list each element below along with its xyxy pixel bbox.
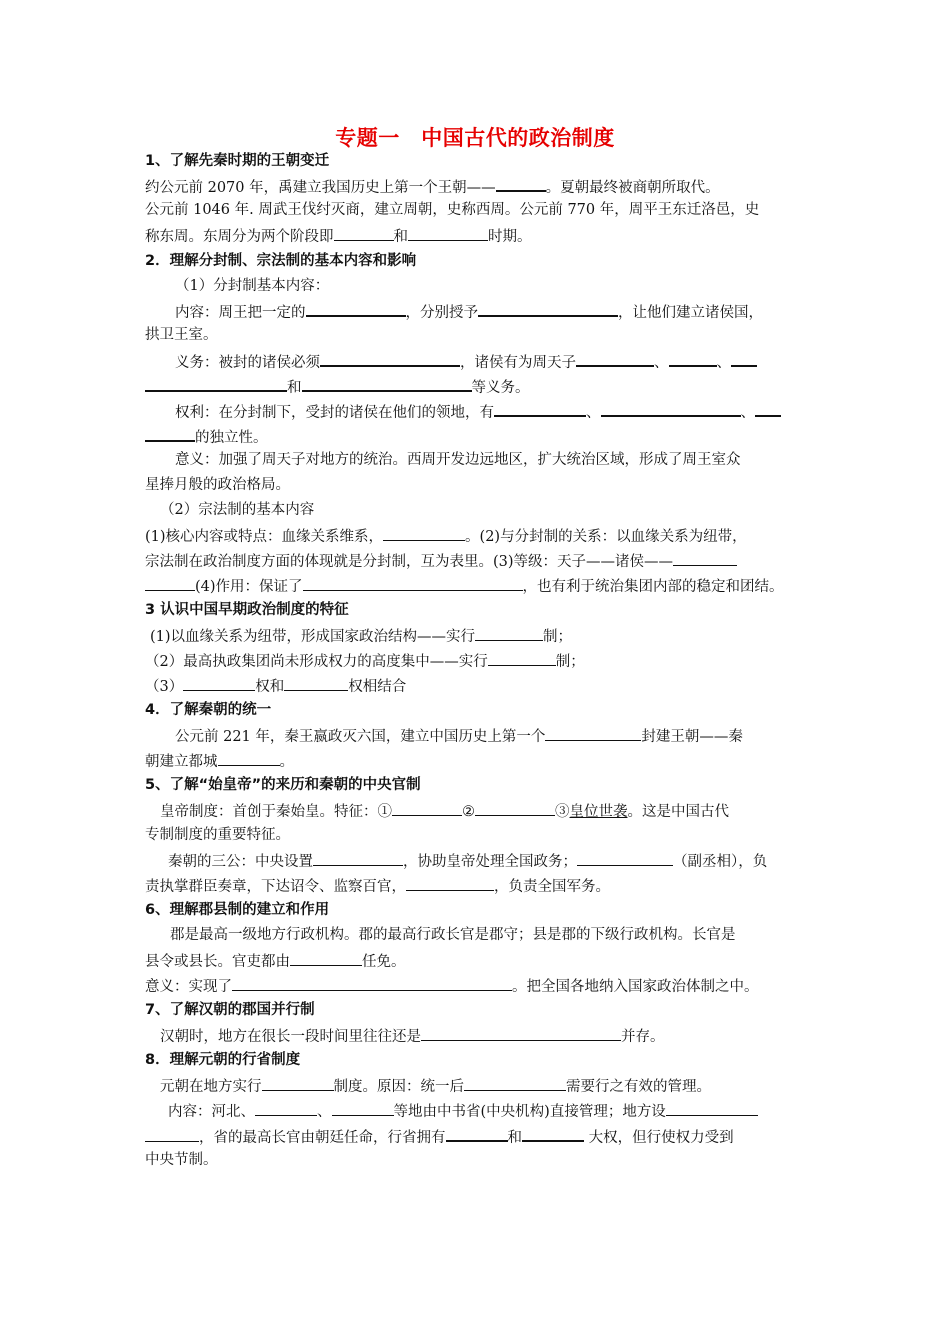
blank[interactable] [755, 400, 781, 417]
s5-line-1: 皇帝制度：首创于秦始皇。特征：① ② ③皇位世袭。这是中国古代 [160, 800, 825, 822]
s6-line-1: 郡是最高一级地方行政机构。郡的最高行政长官是郡守；县是郡的下级行政机构。长官是 [170, 927, 736, 943]
blank[interactable] [320, 350, 460, 367]
blank[interactable] [145, 1126, 199, 1142]
s2-meaning-line-1: 意义：加强了周天子对地方的统治。西周开发边远地区，扩大统治区域，形成了周王室众 [175, 452, 741, 468]
s4-line-1: 公元前 221 年，秦王嬴政灭六国，建立中国历史上第一个 封建王朝——秦 [175, 725, 840, 747]
s2-meaning-line-2: 星捧月般的政治格局。 [145, 477, 290, 493]
s2-zongfa-line-3: (4)作用：保证了 ，也有利于统治集团内部的稳定和团结。 [145, 575, 810, 597]
section-6-heading: 6、理解郡县制的建立和作用 [145, 902, 330, 918]
blank[interactable] [406, 875, 494, 891]
s8-line-3: ，省的最高长官由朝廷任命，行省拥有 和 大权，但行使权力受到 [145, 1125, 810, 1148]
s3-line-1: (1)以血缘关系为纽带，形成国家政治结构——实行 制； [150, 625, 815, 647]
s1-line-2: 公元前 1046 年. 周武王伐纣灭商，建立周朝，史称西周。公元前 770 年，周平王东迁洛邑，史 [145, 202, 760, 218]
blank[interactable] [313, 850, 403, 866]
s1-line-1: 约公元前 2070 年，禹建立我国历史上第一个王朝—— 。夏朝最终被商朝所取代。 [145, 175, 810, 198]
blank[interactable] [334, 225, 394, 241]
blank[interactable] [232, 975, 512, 991]
s8-line-4: 中央节制。 [145, 1152, 218, 1168]
s5-line-4: 责执掌群臣奏章，下达诏令、监察百官， ，负责全国军务。 [145, 875, 810, 897]
s5-line-3: 秦朝的三公：中央设置 ，协助皇帝处理全国政务； （副丞相），负 [168, 850, 833, 872]
blank[interactable] [545, 725, 641, 741]
s3-line-2: （2）最高执政集团尚未形成权力的高度集中——实行 制； [145, 650, 810, 672]
s1-line-3: 称东周。东周分为两个阶段即 和 时期。 [145, 225, 810, 247]
blank[interactable] [303, 575, 523, 591]
blank[interactable] [284, 675, 348, 691]
s2-zongfa-line-1: (1)核心内容或特点：血缘关系维系， 。(2)与分封制的关系：以血缘关系为纽带， [145, 525, 810, 547]
s8-line-1: 元朝在地方实行 制度。原因：统一后 需要行之有效的管理。 [160, 1075, 825, 1097]
blank[interactable] [731, 350, 757, 367]
blank[interactable] [673, 550, 737, 566]
blank[interactable] [383, 525, 465, 541]
blank[interactable] [302, 375, 472, 392]
blank[interactable] [666, 1100, 758, 1116]
blank[interactable] [183, 675, 255, 691]
blank[interactable] [290, 950, 362, 966]
blank[interactable] [408, 225, 488, 241]
section-8-heading: 8．理解元朝的行省制度 [145, 1052, 301, 1068]
s8-line-2: 内容：河北、 、 等地由中书省(中央机构)直接管理；地方设 [168, 1100, 833, 1122]
blank[interactable] [145, 575, 195, 591]
s6-line-2: 县令或县长。官吏都由 任免。 [145, 950, 810, 972]
s2-duty-line-1: 义务：被封的诸侯必须 ，诸侯有为周天子 、 、 [175, 350, 840, 373]
s2-right-line-1: 权利：在分封制下，受封的诸侯在他们的领地，有 、 、 [175, 400, 840, 423]
s2-content-line-2: 拱卫王室。 [145, 327, 218, 343]
s2-duty-line-2: 和 等义务。 [145, 375, 810, 398]
s2-zongfa-line-2: 宗法制在政治制度方面的体现就是分封制，互为表里。(3)等级：天子——诸侯—— [145, 550, 810, 572]
blank[interactable] [478, 300, 618, 317]
blank[interactable] [488, 650, 556, 666]
section-5-heading: 5、了解“始皇帝”的来历和秦朝的中央官制 [145, 777, 421, 793]
blank[interactable] [332, 1100, 394, 1116]
blank[interactable] [475, 800, 555, 816]
blank[interactable] [145, 375, 287, 392]
page-title: 专题一 中国古代的政治制度 [335, 126, 615, 150]
section-2-heading: 2．理解分封制、宗法制的基本内容和影响 [145, 253, 417, 269]
s2-sub-2: （2）宗法制的基本内容 [160, 502, 315, 518]
blank[interactable] [306, 300, 406, 317]
s2-content-line-1: 内容：周王把一定的 ，分别授予 ，让他们建立诸侯国， [175, 300, 840, 323]
blank[interactable] [446, 1125, 508, 1142]
blank[interactable] [262, 1075, 334, 1091]
s7-line-1: 汉朝时，地方在很长一段时间里往往还是 并存。 [160, 1025, 825, 1047]
s6-line-3: 意义：实现了 。把全国各地纳入国家政治体制之中。 [145, 975, 810, 997]
blank[interactable] [576, 350, 654, 367]
s2-sub-1: （1）分封制基本内容： [175, 278, 330, 294]
section-1-heading: 1、了解先秦时期的王朝变迁 [145, 153, 330, 169]
blank[interactable] [145, 425, 195, 442]
s4-line-2: 朝建立都城 。 [145, 750, 810, 772]
blank[interactable] [218, 750, 280, 766]
s5-line-2: 专制制度的重要特征。 [145, 827, 290, 843]
section-7-heading: 7、了解汉朝的郡国并行制 [145, 1002, 315, 1018]
blank[interactable] [475, 625, 543, 641]
blank[interactable] [601, 400, 741, 417]
blank[interactable] [392, 800, 462, 816]
s2-right-line-2: 的独立性。 [145, 425, 810, 448]
blank[interactable] [522, 1125, 584, 1142]
section-4-heading: 4．了解秦朝的统一 [145, 702, 272, 718]
s3-line-3: （3） 权和 权相结合 [145, 675, 810, 697]
blank[interactable] [494, 400, 586, 417]
blank[interactable] [421, 1025, 621, 1041]
blank[interactable] [255, 1100, 317, 1116]
blank[interactable] [577, 850, 673, 866]
blank[interactable] [496, 175, 546, 192]
blank[interactable] [669, 350, 717, 367]
blank[interactable] [464, 1075, 566, 1091]
section-3-heading: 3 认识中国早期政治制度的特征 [145, 602, 349, 618]
